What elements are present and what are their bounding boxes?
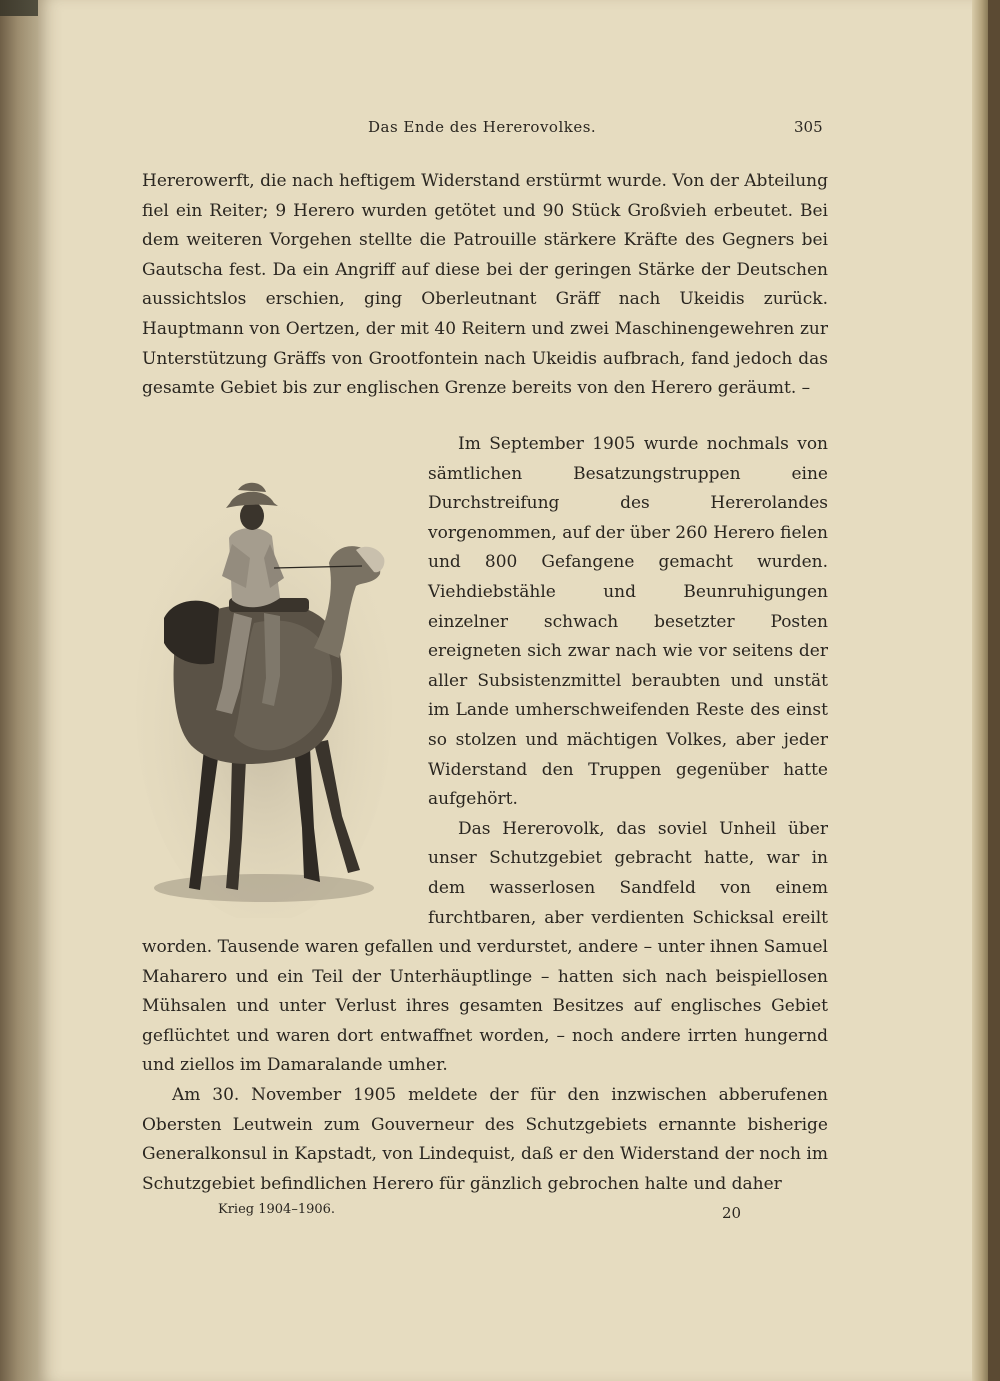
paragraph-1-container [142,167,828,404]
sheet-number: 20 [722,1204,742,1222]
paragraph-2: Im September 1905 wurde nochmals von sämtlichen Besatzungstruppen eine Durchstreifung des Hererolandes vorgenommen, auf der über 260 Herero fielen und 800 Gefangene gemacht wurden. Viehdiebstähle und Beunruhigungen einzelner schwach besetzter Posten ereigneten sich zwar nach wie vor seitens der aller Subsistenzmittel beraubten und unstät im Lande umherschweifenden Reste des einst so stolzen und mächtigen Volkes, aber jeder Widerstand den Truppen gegenüber hatte aufgehört. [428,434,828,810]
page-edge-shadow [972,0,988,1381]
camel-rider-illustration [134,448,394,918]
printer-signature: Krieg 1904–1906. [218,1202,336,1217]
page-number: 305 [794,118,823,136]
book-page [38,0,988,1381]
running-head: Das Ende des Hererovolkes. [368,118,597,136]
page-header [38,118,988,140]
photo-camel-rider [142,430,418,918]
paragraph-4: Am 30. November 1905 meldete der für den inzwischen abberufenen Obersten Leutwein zum Gouverneur des Schutzgebiets ernannte bisherige Generalkonsul in Kapstadt, von Lindequist, daß er den Widerstand der noch im Schutzgebiet befindlichen Herero für gänzlich gebrochen halte und daher [142,1085,828,1194]
paragraph-1: Hererowerft, die nach heftigem Widerstand erstürmt wurde. Von der Abteilung fiel ein Reiter; 9 Herero wurden getötet und 90 Stück Großvieh erbeutet. Bei dem weiteren Vorgehen stellte die Patrouille stärkere Kräfte des Gegners bei Gautscha fest. Da ein Angriff auf diese bei der geringen Stärke der Deutschen aussichtslos erschien, ging Oberleutnant Gräff nach Ukeidis zurück. Hauptmann von Oertzen, der mit 40 Reitern und zwei Maschinengewehren zur Unterstützung Gräffs von Grootfontein nach Ukeidis aufbrach, fand jedoch das gesamte Gebiet bis zur englischen Grenze bereits von den Herero geräumt. – [142,171,828,399]
page-footer [38,1202,988,1222]
paragraph-3: Das Hererovolk, das soviel Unheil über unser Schutzgebiet gebracht hatte, war in dem wasserlosen Sandfeld von einem furchtbaren, aber verdienten Schicksal ereilt worden. Tausende waren gefallen und verdurstet, andere – unter ihnen Samuel Maharero und ein Teil der Unterhäuptlinge – hatten sich nach beispiellosen Mühsalen und unter Verlust ihres gesamten Besitzes auf englisches Gebiet geflüchtet und waren dort entwaffnet worden, – noch andere irrten hungernd und ziellos im Damaralande umher. [142,818,828,1076]
main-text-with-figure [142,430,828,1199]
book-spine-shadow [0,0,40,1381]
